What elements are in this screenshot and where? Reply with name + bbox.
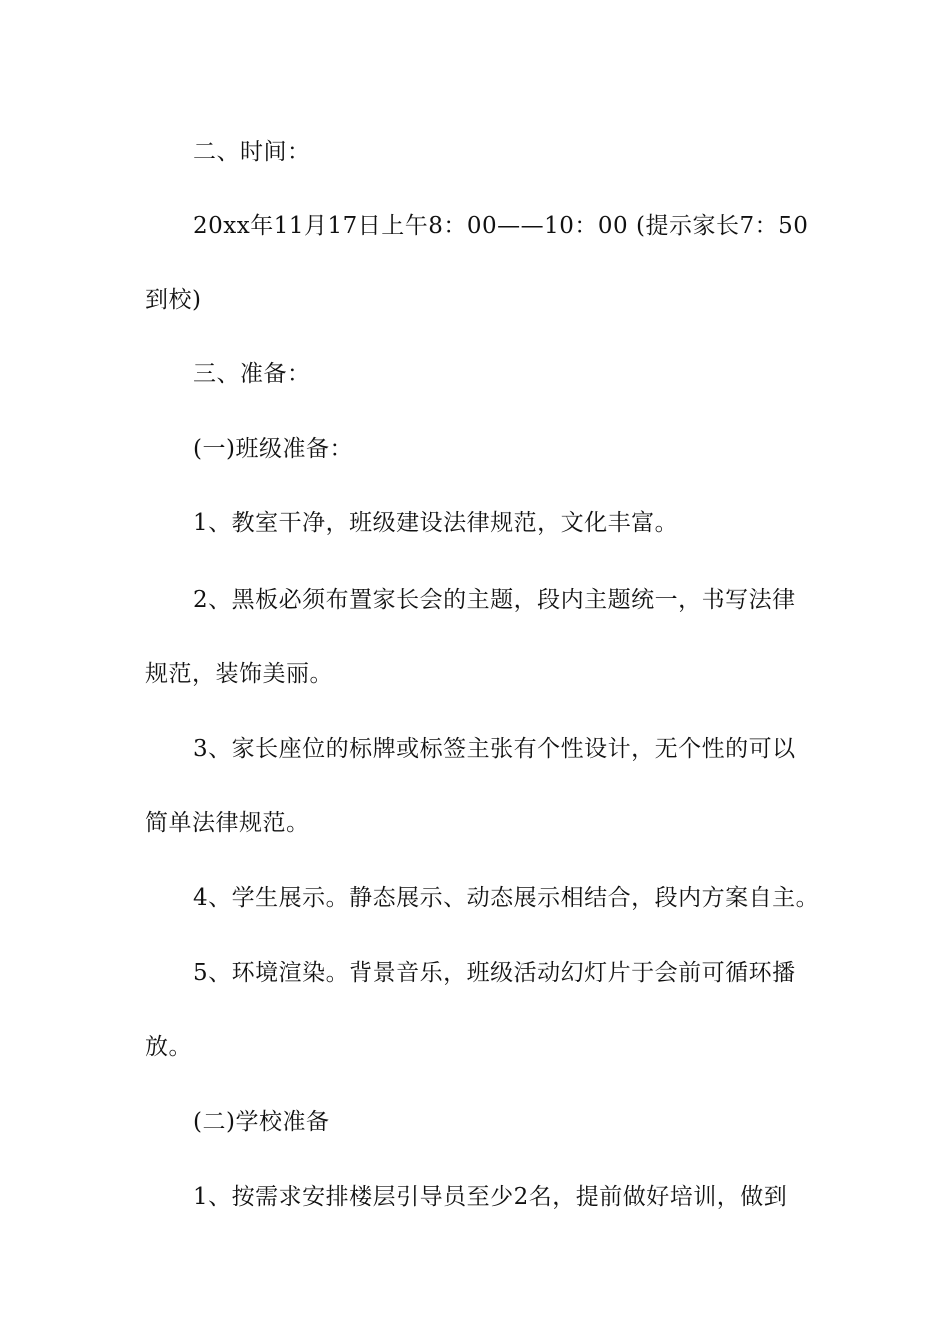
list-item: 5、环境渲染。背景音乐，班级活动幻灯片于会前可循环播	[193, 960, 796, 986]
paragraph-line: 放。	[145, 1034, 192, 1060]
paragraph-line: 规范，装饰美丽。	[145, 661, 333, 687]
list-item: 1、教室干净，班级建设法律规范，文化丰富。	[193, 510, 679, 536]
paragraph-line: 20xx年11月17日上午8：00——10：00 (提示家长7：50	[193, 213, 809, 239]
list-item: 3、家长座位的标牌或标签主张有个性设计，无个性的可以	[193, 736, 796, 762]
list-item: 1、按需求安排楼层引导员至少2名，提前做好培训，做到	[193, 1184, 788, 1210]
subsection-heading-class: (一)班级准备：	[193, 436, 353, 462]
list-item: 2、黑板必须布置家长会的主题，段内主题统一，书写法律	[193, 587, 796, 613]
section-heading-preparation: 三、准备：	[193, 361, 311, 387]
subsection-heading-school: (二)学校准备	[193, 1109, 330, 1135]
paragraph-line: 简单法律规范。	[145, 810, 310, 836]
paragraph-line: 到校)	[145, 287, 202, 313]
list-item: 4、学生展示。静态展示、动态展示相结合，段内方案自主。	[193, 885, 820, 911]
section-heading-time: 二、时间：	[193, 139, 311, 165]
